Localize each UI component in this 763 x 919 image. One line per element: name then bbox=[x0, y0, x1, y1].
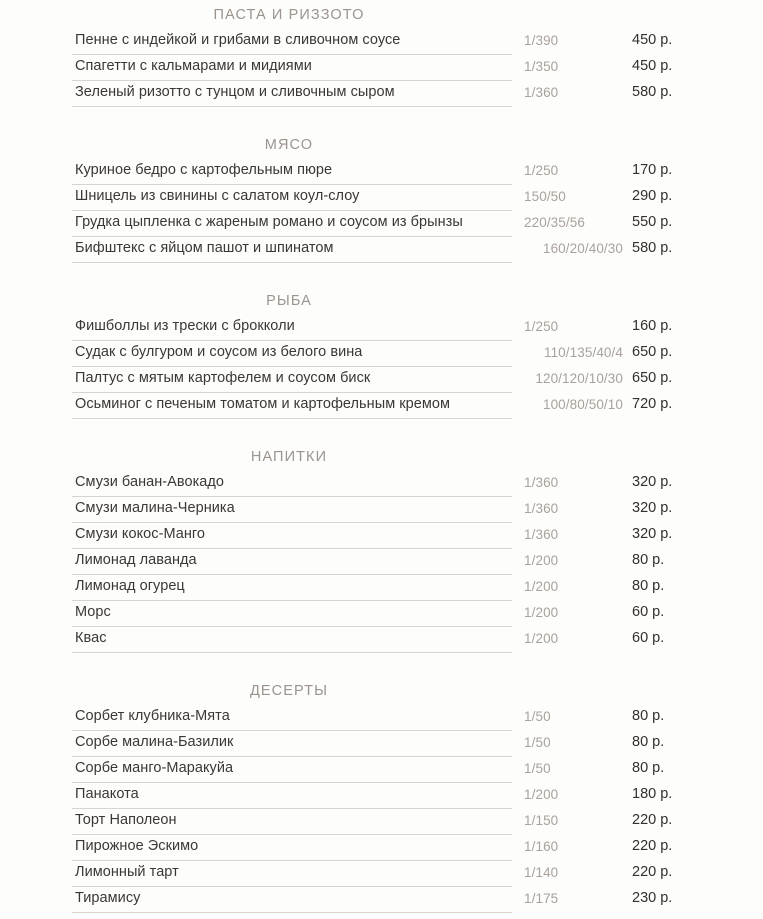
menu-item-weight: 1/390 bbox=[524, 33, 559, 48]
menu-item-price: 220 р. bbox=[632, 838, 673, 854]
menu-item-row bbox=[0, 315, 763, 341]
menu-item-divider bbox=[72, 262, 512, 263]
section-title: МЯСО bbox=[264, 137, 314, 153]
menu-item-weight: 1/360 bbox=[524, 501, 559, 516]
menu-item-weight: 1/160 bbox=[524, 839, 559, 854]
menu-item-list bbox=[0, 471, 763, 653]
section-spacer bbox=[0, 419, 763, 443]
menu-item-row bbox=[0, 159, 763, 185]
menu-item-weight: 1/50 bbox=[524, 761, 551, 776]
menu-item-name: Осьминог с печеным томатом и картофельным кремом bbox=[75, 396, 451, 412]
menu-section bbox=[0, 287, 763, 419]
menu-item-price: 450 р. bbox=[632, 58, 673, 74]
menu-item-weight: 1/50 bbox=[524, 735, 551, 750]
menu-item-price: 60 р. bbox=[632, 630, 665, 646]
menu-item-price: 550 р. bbox=[632, 214, 673, 230]
menu-item-name: Грудка цыпленка с жареным романо и соусом из брынзы bbox=[75, 214, 463, 230]
menu-item-price: 450 р. bbox=[632, 32, 673, 48]
menu-item-row bbox=[0, 55, 763, 81]
menu-item-weight: 110/135/40/4 bbox=[543, 345, 623, 360]
menu-item-price: 80 р. bbox=[632, 552, 665, 568]
section-title: НАПИТКИ bbox=[250, 449, 328, 465]
section-spacer bbox=[0, 107, 763, 131]
menu-item-row bbox=[0, 341, 763, 367]
menu-item-list bbox=[0, 159, 763, 263]
section-title: ДЕСЕРТЫ bbox=[249, 683, 329, 699]
menu-item-row bbox=[0, 523, 763, 549]
menu-item-name: Пенне с индейкой и грибами в сливочном соусе bbox=[75, 32, 401, 48]
menu-item-row bbox=[0, 81, 763, 107]
menu-item-weight: 1/200 bbox=[524, 553, 559, 568]
menu-item-row bbox=[0, 705, 763, 731]
menu-item-name: Судак с булгуром и соусом из белого вина bbox=[75, 344, 363, 360]
menu-item-price: 80 р. bbox=[632, 578, 665, 594]
menu-item-weight: 100/80/50/10 bbox=[542, 397, 623, 412]
menu-item-price: 320 р. bbox=[632, 526, 673, 542]
section-spacer bbox=[0, 263, 763, 287]
menu-item-row bbox=[0, 237, 763, 263]
menu-item-price: 160 р. bbox=[632, 318, 673, 334]
menu-item-weight: 1/200 bbox=[524, 605, 559, 620]
menu-item-list bbox=[0, 705, 763, 913]
menu-item-price: 60 р. bbox=[632, 604, 665, 620]
menu-item-price: 180 р. bbox=[632, 786, 673, 802]
menu-item-name: Бифштекс с яйцом пашот и шпинатом bbox=[75, 240, 334, 256]
menu-item-name: Палтус с мятым картофелем и соусом биск bbox=[75, 370, 371, 386]
menu-item-weight: 150/50 bbox=[524, 189, 566, 204]
menu-item-list bbox=[0, 29, 763, 107]
menu-item-name: Смузи малина-Черника bbox=[75, 500, 235, 516]
menu-section bbox=[0, 131, 763, 263]
menu-item-row bbox=[0, 627, 763, 653]
menu-item-weight: 120/120/10/30 bbox=[535, 371, 623, 386]
menu-item-name: Сорбе манго-Маракуйа bbox=[75, 760, 234, 776]
menu-item-name: Смузи кокос-Манго bbox=[75, 526, 206, 542]
menu-item-row bbox=[0, 601, 763, 627]
menu-item-weight: 1/200 bbox=[524, 787, 559, 802]
menu-item-name: Панакота bbox=[75, 786, 139, 802]
menu-item-name: Торт Наполеон bbox=[75, 812, 177, 828]
menu-item-price: 290 р. bbox=[632, 188, 673, 204]
menu-item-name: Сорбе малина-Базилик bbox=[75, 734, 234, 750]
menu-item-row bbox=[0, 211, 763, 237]
menu-item-price: 320 р. bbox=[632, 500, 673, 516]
menu-item-name: Лимонад лаванда bbox=[75, 552, 197, 568]
menu-item-name: Квас bbox=[75, 630, 107, 646]
menu-item-price: 80 р. bbox=[632, 708, 665, 724]
section-title: РЫБА bbox=[266, 293, 312, 309]
menu-section bbox=[0, 0, 763, 107]
menu-item-name: Фишболлы из трески с брокколи bbox=[75, 318, 295, 334]
section-title: ПАСТА И РИЗЗОТО bbox=[213, 7, 365, 23]
menu-item-weight: 1/200 bbox=[524, 579, 559, 594]
menu-item-price: 720 р. bbox=[632, 396, 673, 412]
menu-item-row bbox=[0, 575, 763, 601]
menu-item-row bbox=[0, 783, 763, 809]
menu-item-weight: 1/360 bbox=[524, 527, 559, 542]
menu-item-list bbox=[0, 315, 763, 419]
menu-item-row bbox=[0, 549, 763, 575]
menu-item-name: Сорбет клубника-Мята bbox=[75, 708, 230, 724]
menu-item-name: Морс bbox=[75, 604, 111, 620]
menu-item-divider bbox=[72, 418, 512, 419]
menu-item-price: 170 р. bbox=[632, 162, 673, 178]
menu-item-price: 580 р. bbox=[632, 240, 673, 256]
menu-item-row bbox=[0, 809, 763, 835]
menu-item-divider bbox=[72, 652, 512, 653]
menu-item-row bbox=[0, 835, 763, 861]
menu-section bbox=[0, 677, 763, 913]
menu-item-name: Тирамису bbox=[75, 890, 141, 906]
menu-item-name: Шницель из свинины с салатом коул-слоу bbox=[75, 188, 360, 204]
menu-item-price: 220 р. bbox=[632, 812, 673, 828]
menu-item-weight: 1/360 bbox=[524, 475, 559, 490]
menu-item-weight: 1/50 bbox=[524, 709, 551, 724]
menu-item-name: Куриное бедро с картофельным пюре bbox=[75, 162, 333, 178]
menu-item-weight: 1/250 bbox=[524, 319, 559, 334]
menu-item-weight: 1/140 bbox=[524, 865, 559, 880]
menu-item-row bbox=[0, 887, 763, 913]
menu-item-weight: 1/150 bbox=[524, 813, 559, 828]
menu-section bbox=[0, 443, 763, 653]
menu-item-weight: 1/360 bbox=[524, 85, 559, 100]
section-spacer bbox=[0, 653, 763, 677]
menu-item-row bbox=[0, 367, 763, 393]
menu-item-weight: 1/350 bbox=[524, 59, 559, 74]
menu-item-divider bbox=[72, 106, 512, 107]
menu-item-row bbox=[0, 757, 763, 783]
menu-item-price: 80 р. bbox=[632, 734, 665, 750]
menu-item-divider bbox=[72, 912, 512, 913]
menu-item-name: Спагетти с кальмарами и мидиями bbox=[75, 58, 312, 74]
menu-item-weight: 160/20/40/30 bbox=[542, 241, 623, 256]
menu-item-price: 320 р. bbox=[632, 474, 673, 490]
menu-item-weight: 1/175 bbox=[524, 891, 559, 906]
menu-item-row bbox=[0, 471, 763, 497]
menu-item-price: 580 р. bbox=[632, 84, 673, 100]
menu-item-price: 230 р. bbox=[632, 890, 673, 906]
menu-item-weight: 220/35/56 bbox=[524, 215, 585, 230]
menu-item-name: Лимонный тарт bbox=[75, 864, 179, 880]
menu-item-row bbox=[0, 29, 763, 55]
menu-item-row bbox=[0, 861, 763, 887]
menu-item-price: 650 р. bbox=[632, 370, 673, 386]
menu-item-name: Зеленый ризотто с тунцом и сливочным сыром bbox=[75, 84, 395, 100]
menu-item-name: Лимонад огурец bbox=[75, 578, 185, 594]
menu-item-row bbox=[0, 185, 763, 211]
menu-item-price: 220 р. bbox=[632, 864, 673, 880]
menu-item-row bbox=[0, 393, 763, 419]
menu-item-row bbox=[0, 731, 763, 757]
menu-item-name: Смузи банан-Авокадо bbox=[75, 474, 225, 490]
menu-item-weight: 1/200 bbox=[524, 631, 559, 646]
menu-item-row bbox=[0, 497, 763, 523]
menu-item-price: 80 р. bbox=[632, 760, 665, 776]
menu-item-price: 650 р. bbox=[632, 344, 673, 360]
menu-item-name: Пирожное Эскимо bbox=[75, 838, 199, 854]
menu-item-weight: 1/250 bbox=[524, 163, 559, 178]
